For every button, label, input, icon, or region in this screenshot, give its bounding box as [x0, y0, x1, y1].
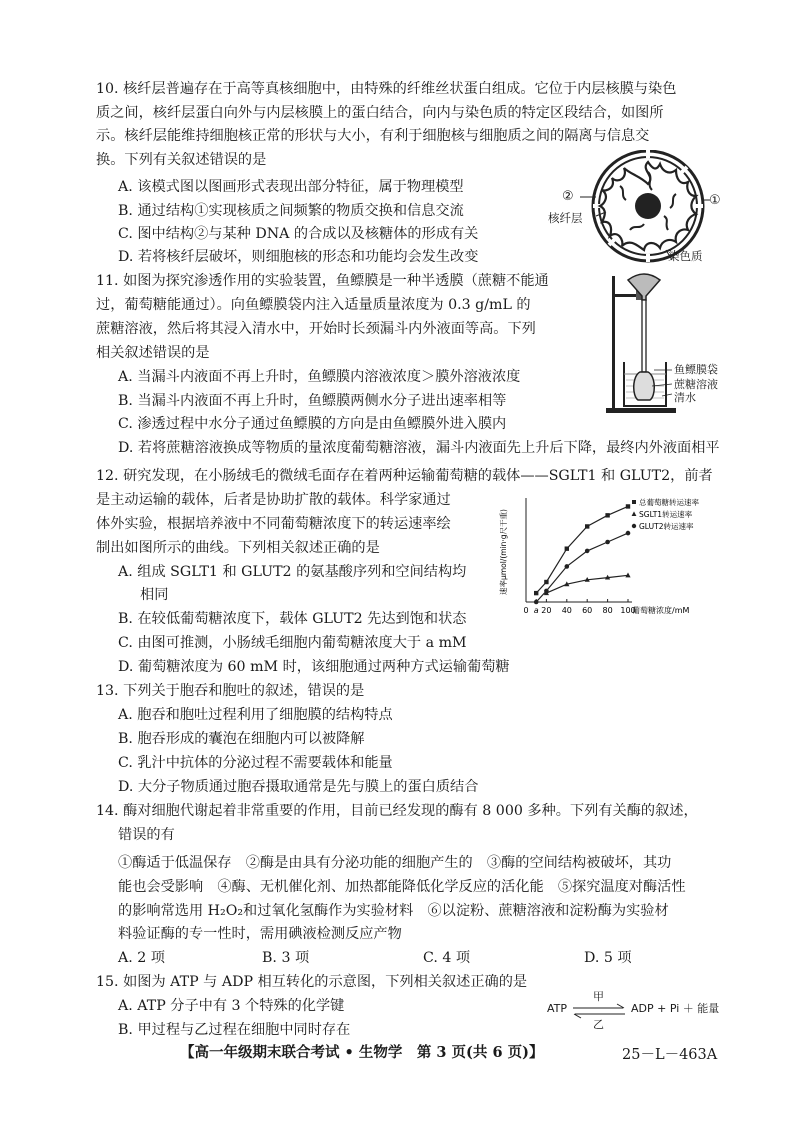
total-rate-point [534, 591, 538, 595]
footer-code: 25－L－463A [622, 1047, 718, 1063]
q10-option-d: D. 若将核纤层破坏，则细胞核的形态和功能均会发生改变 [118, 249, 479, 265]
q10-stem-line-4: 换。下列有关叙述错误的是 [96, 152, 267, 168]
label-process-yi: 乙 [593, 1018, 604, 1031]
q10-option-a: A. 该模式图以图画形式表现出部分特征，属于物理模型 [118, 179, 464, 195]
total-rate-point [626, 504, 630, 508]
q13-option-d: D. 大分子物质通过胞吞摄取通常是先与膜上的蛋白质结合 [118, 779, 479, 795]
q12-stem-line-2: 是主动运输的载体，后者是协助扩散的载体。科学家通过 [96, 492, 451, 508]
q11-option-a: A. 当漏斗内液面不再上升时，鱼鳔膜内溶液浓度＞膜外溶液浓度 [118, 369, 521, 385]
q15-option-a: A. ATP 分子中有 3 个特殊的化学键 [118, 998, 345, 1014]
q11-stem-line-4: 相关叙述错误的是 [96, 345, 210, 361]
q12-option-d: D. 葡萄糖浓度为 60 mM 时，该细胞通过两种方式运输葡萄糖 [118, 659, 510, 675]
q14-stem-line-2: 错误的有 [118, 827, 175, 843]
q11-option-b: B. 当漏斗内液面不再上升时，鱼鳔膜两侧水分子进出速率相等 [118, 393, 507, 409]
q12-option-a: A. 组成 SGLT1 和 GLUT2 的氨基酸序列和空间结构均 [118, 564, 467, 580]
total-rate-point [565, 546, 569, 550]
q12-option-b: B. 在较低葡萄糖浓度下，载体 GLUT2 先达到饱和状态 [118, 611, 467, 627]
x-tick-label: a [533, 606, 539, 615]
q14-stem-line-1: 14. 酶对细胞代谢起着非常重要的作用，目前已经发现的酶有 8 000 多种。下列有关酶的叙述， [96, 803, 698, 819]
q14-statement-line-2: 能也会受影响 ④酶、无机催化剂、加热都能降低化学反应的活化能 ⑤探究温度对酶活性 [118, 879, 686, 895]
x-tick-label: 20 [541, 606, 552, 615]
label-adp-pi-energy: ADP + Pi ＋ 能量 [631, 1002, 720, 1015]
footer-title: 【高一年级期末联合考试 • 生物学 第 3 页(共 6 页)】 [180, 1044, 544, 1061]
glut2-point [585, 549, 590, 554]
legend-marker [632, 500, 636, 504]
q14-statement-line-4: 料验证酶的专一性时，需用碘液检测反应产物 [118, 926, 402, 942]
q14-statement-line-3: 的影响常选用 H₂O₂和过氧化氢酶作为实验材料 ⑥以淀粉、蔗糖溶液和淀粉酶为实验材 [118, 903, 669, 919]
x-axis-label: 葡萄糖浓度/mM [632, 606, 690, 615]
q15-option-b: B. 甲过程与乙过程在细胞中同时存在 [118, 1022, 351, 1038]
legend-marker [632, 524, 636, 528]
q14-choice-c: C. 4 项 [423, 950, 471, 966]
q13-option-a: A. 胞吞和胞吐过程利用了细胞膜的结构特点 [118, 707, 393, 723]
label-nuclear-lamina: 核纤层 [548, 211, 583, 225]
q10-stem-line-2: 质之间，核纤层蛋白向外与内层核膜上的蛋白结合，向内与染色质的特定区段结合，如图所 [96, 105, 664, 121]
q14-choice-b: B. 3 项 [262, 950, 310, 966]
series-line-0 [536, 506, 628, 593]
q13-title: 13. 下列关于胞吞和胞吐的叙述，错误的是 [96, 683, 365, 699]
q11-option-d: D. 若将蔗糖溶液换成等物质的量浓度葡萄糖溶液，漏斗内液面先上升后下降，最终内外液面相平 [118, 440, 720, 456]
label-fish-bladder-bag: 鱼鳔膜袋 [674, 363, 718, 376]
q15-title: 15. 如图为 ATP 与 ADP 相互转化的示意图，下列相关叙述正确的是 [96, 974, 528, 990]
q10-stem-line-1: 10. 核纤层普遍存在于高等真核细胞中，由特殊的纤维丝状蛋白组成。它位于内层核膜与染色 [96, 81, 677, 97]
total-rate-point [544, 580, 548, 584]
label-clear-water: 清水 [674, 391, 696, 404]
q12-option-c: C. 由图可推测，小肠绒毛细胞内葡萄糖浓度大于 a mM [118, 635, 467, 651]
osmosis-apparatus-figure [600, 266, 680, 416]
glut2-point [534, 600, 539, 605]
label-sucrose-solution: 蔗糖溶液 [674, 378, 718, 391]
glut2-point [544, 589, 549, 594]
q12-stem-line-3: 体外实验，根据培养液中不同葡萄糖浓度下的转运速率绘 [96, 516, 451, 532]
legend-marker [632, 511, 637, 516]
glut2-point [626, 531, 631, 536]
label-process-jia: 甲 [593, 990, 604, 1003]
x-tick-label: 40 [561, 606, 572, 615]
q10-stem-line-3: 示。核纤层能维持细胞核正常的形状与大小，有利于细胞核与细胞质之间的隔离与信息交 [96, 128, 650, 144]
label-structure-1: ① [709, 193, 721, 208]
q10-option-b: B. 通过结构①实现核质之间频繁的物质交换和信息交流 [118, 203, 464, 219]
x-tick-label: 80 [602, 606, 613, 615]
total-rate-point [605, 513, 609, 517]
q11-stem-line-2: 过，葡萄糖能通过）。向鱼鳔膜袋内注入适量质量浓度为 0.3 g/mL 的 [96, 297, 531, 313]
q11-stem-line-1: 11. 如图为探究渗透作用的实验装置，鱼鳔膜是一种半透膜（蔗糖不能通 [96, 273, 549, 289]
q14-statement-line-1: ①酶适于低温保存 ②酶是由具有分泌功能的细胞产生的 ③酶的空间结构被破坏，其功 [118, 855, 672, 871]
q12-stem-line-1: 12. 研究发现，在小肠绒毛的微绒毛面存在着两种运输葡萄糖的载体——SGLT1 和 GLUT2，前者 [96, 468, 713, 484]
x-tick-label: 100 [620, 606, 636, 615]
q14-choice-a: A. 2 项 [118, 950, 165, 966]
label-structure-2: ② [562, 189, 574, 204]
y-axis-label: 速率μmol/(min·g尺干重) [499, 509, 508, 595]
q12-stem-line-4: 制出如图所示的曲线。下列相关叙述正确的是 [96, 540, 380, 556]
legend-label: GLUT2转运速率 [639, 522, 694, 531]
x-tick-label: 0 [523, 606, 529, 615]
x-tick-label: 60 [582, 606, 593, 615]
legend-label: SGLT1转运速率 [639, 510, 693, 519]
glut2-point [565, 564, 570, 569]
q12-option-a-cont: 相同 [140, 587, 169, 603]
q14-choice-d: D. 5 项 [584, 950, 632, 966]
q11-stem-line-3: 蔗糖溶液，然后将其浸入清水中，开始时长颈漏斗内外液面等高。下列 [96, 321, 536, 337]
glut2-point [605, 540, 610, 545]
label-atp: ATP [547, 1002, 568, 1015]
label-chromatin: 染色质 [668, 249, 703, 263]
legend-label: 总葡萄糖转运速率 [639, 498, 699, 507]
q11-option-c: C. 渗透过程中水分子通过鱼鳔膜的方向是由鱼鳔膜外进入膜内 [118, 416, 507, 432]
q13-option-b: B. 胞吞形成的囊泡在细胞内可以被降解 [118, 731, 365, 747]
total-rate-point [585, 524, 589, 528]
glucose-transport-chart [492, 490, 752, 625]
q13-option-c: C. 乳汁中抗体的分泌过程不需要载体和能量 [118, 755, 393, 771]
q10-option-c: C. 图中结构②与某种 DNA 的合成以及核糖体的形成有关 [118, 226, 479, 242]
